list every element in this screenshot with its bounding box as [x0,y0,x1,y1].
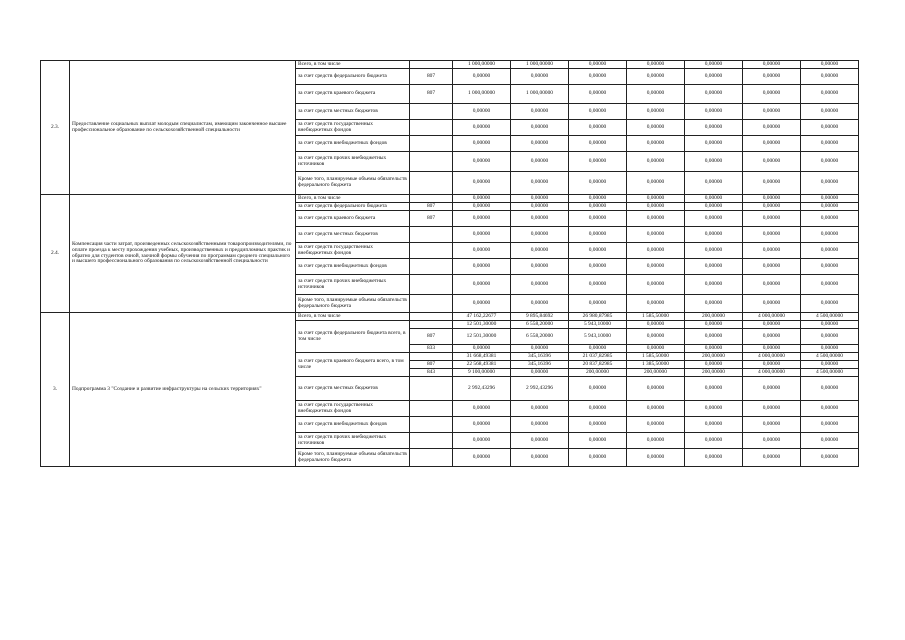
amount-cell: 12 501,30000 [453,321,511,329]
budget-code [410,104,453,120]
amount-cell: 0,00000 [685,104,743,120]
amount-cell: 0,00000 [453,211,511,227]
amount-cell: 1 000,00000 [453,85,511,104]
amount-cell: 0,00000 [685,85,743,104]
budget-code [410,353,453,361]
funding-source: Кроме того, планируемые объемы обязательств федерального бюджета [296,295,410,313]
amount-cell: 0,00000 [801,377,859,401]
amount-cell: 0,00000 [569,345,627,353]
amount-cell: 0,00000 [685,243,743,259]
amount-cell: 0,00000 [685,120,743,136]
amount-cell: 0,00000 [511,195,569,203]
funding-source: Всего, в том числе [296,61,410,69]
section-title: Предоставление социальных выплат молодым специалистам, имеющим законченное высшее профессиональное образование по сельскохозяйственной специальности [70,61,296,195]
amount-cell: 0,00000 [627,136,685,152]
amount-cell: 0,00000 [627,203,685,211]
amount-cell: 4 500,00000 [801,369,859,377]
budget-code [410,120,453,136]
amount-cell: 0,00000 [453,69,511,85]
amount-cell: 0,00000 [743,345,801,353]
amount-cell: 0,00000 [743,61,801,69]
amount-cell: 0,00000 [627,85,685,104]
amount-cell: 0,00000 [453,295,511,313]
budget-code [410,275,453,295]
amount-cell: 0,00000 [743,329,801,345]
budget-code [410,136,453,152]
amount-cell: 0,00000 [743,401,801,417]
amount-cell: 0,00000 [685,152,743,172]
funding-source: за счет средств внебюджетных фондов [296,417,410,433]
amount-cell: 0,00000 [569,227,627,243]
amount-cell: 200,00000 [685,369,743,377]
amount-cell: 0,00000 [743,321,801,329]
funding-source: Кроме того, планируемые объемы обязательств федерального бюджета [296,449,410,467]
amount-cell: 0,00000 [569,417,627,433]
funding-source: за счет средств прочих внебюджетных источников [296,275,410,295]
amount-cell: 0,00000 [627,321,685,329]
budget-code [410,313,453,321]
amount-cell: 0,00000 [801,203,859,211]
amount-cell: 0,00000 [801,227,859,243]
amount-cell: 0,00000 [685,61,743,69]
amount-cell: 1 585,50000 [627,313,685,321]
amount-cell: 0,00000 [627,195,685,203]
amount-cell: 0,00000 [511,136,569,152]
section-number: 2.3. [41,61,70,195]
amount-cell: 4 000,00000 [743,353,801,361]
amount-cell: 0,00000 [627,295,685,313]
amount-cell: 200,00000 [685,313,743,321]
amount-cell: 4 500,00000 [801,353,859,361]
amount-cell: 0,00000 [801,329,859,345]
budget-code [410,295,453,313]
amount-cell: 0,00000 [453,203,511,211]
amount-cell: 0,00000 [801,345,859,353]
budget-code [410,433,453,449]
amount-cell: 0,00000 [627,401,685,417]
amount-cell: 0,00000 [453,227,511,243]
amount-cell: 0,00000 [569,152,627,172]
amount-cell: 0,00000 [627,345,685,353]
section-number: 3. [41,313,70,467]
funding-source: за счет средств внебюджетных фондов [296,259,410,275]
amount-cell: 1 000,00000 [453,61,511,69]
amount-cell: 0,00000 [801,275,859,295]
amount-cell: 0,00000 [801,136,859,152]
funding-source: за счет средств местных бюджетов [296,377,410,401]
amount-cell: 0,00000 [569,61,627,69]
budget-code: 807 [410,361,453,369]
amount-cell: 0,00000 [801,152,859,172]
funding-source: за счет средств прочих внебюджетных источников [296,152,410,172]
amount-cell: 21 037,82985 [569,353,627,361]
amount-cell: 0,00000 [453,120,511,136]
amount-cell: 0,00000 [569,275,627,295]
amount-cell: 0,00000 [569,85,627,104]
amount-cell: 0,00000 [627,417,685,433]
amount-cell: 0,00000 [511,243,569,259]
amount-cell: 0,00000 [743,203,801,211]
amount-cell: 0,00000 [569,243,627,259]
amount-cell: 0,00000 [801,211,859,227]
amount-cell: 0,00000 [801,104,859,120]
amount-cell: 0,00000 [627,104,685,120]
amount-cell: 0,00000 [685,401,743,417]
amount-cell: 0,00000 [453,243,511,259]
amount-cell: 0,00000 [453,449,511,467]
amount-cell: 200,00000 [685,353,743,361]
amount-cell: 0,00000 [685,345,743,353]
amount-cell: 0,00000 [627,275,685,295]
amount-cell: 0,00000 [453,345,511,353]
amount-cell: 4 000,00000 [743,369,801,377]
amount-cell: 20 837,82985 [569,361,627,369]
amount-cell: 0,00000 [685,69,743,85]
amount-cell: 6 558,20000 [511,329,569,345]
amount-cell: 5 943,10000 [569,321,627,329]
amount-cell: 0,00000 [743,152,801,172]
amount-cell: 0,00000 [569,295,627,313]
budget-code: 833 [410,345,453,353]
budget-table-sheet [40,60,859,467]
section-number: 2.4. [41,195,70,313]
amount-cell: 0,00000 [453,259,511,275]
amount-cell: 0,00000 [453,433,511,449]
amount-cell: 0,00000 [627,211,685,227]
amount-cell: 0,00000 [569,104,627,120]
amount-cell: 0,00000 [801,449,859,467]
amount-cell: 0,00000 [801,401,859,417]
amount-cell: 0,00000 [801,85,859,104]
amount-cell: 0,00000 [743,243,801,259]
amount-cell: 0,00000 [801,433,859,449]
amount-cell: 0,00000 [627,329,685,345]
funding-source: за счет средств федерального бюджета всего, в том числе [296,321,410,353]
funding-source: за счет средств прочих внебюджетных источников [296,433,410,449]
amount-cell: 4 000,00000 [743,313,801,321]
funding-source: Всего, в том числе [296,195,410,203]
amount-cell: 1 000,00000 [511,85,569,104]
budget-table-body [41,61,859,467]
amount-cell: 1 000,00000 [511,61,569,69]
amount-cell: 0,00000 [801,195,859,203]
amount-cell: 0,00000 [743,85,801,104]
amount-cell: 0,00000 [743,172,801,195]
amount-cell: 0,00000 [685,195,743,203]
amount-cell: 0,00000 [801,361,859,369]
budget-code [410,152,453,172]
amount-cell: 0,00000 [743,259,801,275]
amount-cell: 0,00000 [453,152,511,172]
amount-cell: 0,00000 [511,369,569,377]
amount-cell: 345,16396 [511,353,569,361]
amount-cell: 0,00000 [569,449,627,467]
amount-cell: 2 992,43296 [511,377,569,401]
amount-cell: 0,00000 [685,321,743,329]
amount-cell: 0,00000 [801,259,859,275]
amount-cell: 0,00000 [685,227,743,243]
funding-source: за счет средств внебюджетных фондов [296,136,410,152]
amount-cell: 345,16396 [511,361,569,369]
amount-cell: 0,00000 [453,195,511,203]
amount-cell: 0,00000 [743,295,801,313]
amount-cell: 0,00000 [511,211,569,227]
amount-cell: 0,00000 [743,136,801,152]
amount-cell: 6 558,20000 [511,321,569,329]
amount-cell: 0,00000 [627,243,685,259]
amount-cell: 0,00000 [511,69,569,85]
amount-cell: 0,00000 [569,211,627,227]
budget-code [410,172,453,195]
amount-cell: 0,00000 [801,69,859,85]
amount-cell: 0,00000 [743,195,801,203]
amount-cell: 0,00000 [627,377,685,401]
amount-cell: 0,00000 [743,417,801,433]
amount-cell: 0,00000 [453,172,511,195]
amount-cell: 0,00000 [627,120,685,136]
budget-code [410,243,453,259]
amount-cell: 4 500,00000 [801,313,859,321]
amount-cell: 0,00000 [685,275,743,295]
amount-cell: 0,00000 [569,120,627,136]
budget-code [410,417,453,433]
amount-cell: 0,00000 [627,61,685,69]
amount-cell: 0,00000 [569,259,627,275]
amount-cell: 0,00000 [627,433,685,449]
budget-code: 807 [410,329,453,345]
amount-cell: 0,00000 [511,345,569,353]
amount-cell: 0,00000 [511,401,569,417]
funding-source: Всего, в том числе [296,313,410,321]
budget-code [410,259,453,275]
amount-cell: 1 585,50000 [627,353,685,361]
amount-cell: 0,00000 [743,449,801,467]
amount-cell: 0,00000 [453,104,511,120]
amount-cell: 0,00000 [685,433,743,449]
amount-cell: 0,00000 [685,417,743,433]
amount-cell: 0,00000 [569,136,627,152]
amount-cell: 0,00000 [627,227,685,243]
amount-cell: 0,00000 [685,361,743,369]
amount-cell: 0,00000 [453,136,511,152]
amount-cell: 0,00000 [569,203,627,211]
amount-cell: 0,00000 [685,203,743,211]
amount-cell: 0,00000 [569,195,627,203]
amount-cell: 0,00000 [685,295,743,313]
amount-cell: 0,00000 [511,152,569,172]
amount-cell: 0,00000 [627,69,685,85]
amount-cell: 0,00000 [685,449,743,467]
amount-cell: 0,00000 [511,227,569,243]
amount-cell: 0,00000 [801,120,859,136]
amount-cell: 0,00000 [453,275,511,295]
budget-code: 843 [410,369,453,377]
amount-cell: 0,00000 [685,377,743,401]
amount-cell: 0,00000 [743,275,801,295]
funding-source: за счет средств государственных внебюджетных фондов [296,243,410,259]
budget-code: 807 [410,69,453,85]
amount-cell: 0,00000 [511,275,569,295]
amount-cell: 0,00000 [627,449,685,467]
amount-cell: 0,00000 [801,243,859,259]
budget-code [410,377,453,401]
amount-cell: 0,00000 [801,295,859,313]
amount-cell: 0,00000 [511,203,569,211]
table-row [41,195,859,203]
amount-cell: 0,00000 [685,259,743,275]
section-title: Подпрограмма 3 "Создание и развитие инфраструктуры на сельских территориях" [70,313,296,467]
budget-code [410,195,453,203]
funding-source: за счет средств государственных внебюджетных фондов [296,120,410,136]
amount-cell: 0,00000 [743,227,801,243]
amount-cell: 0,00000 [627,172,685,195]
amount-cell: 12 501,30000 [453,329,511,345]
amount-cell: 0,00000 [685,329,743,345]
budget-code [410,227,453,243]
amount-cell: 0,00000 [511,172,569,195]
funding-source: за счет средств государственных внебюджетных фондов [296,401,410,417]
amount-cell: 0,00000 [511,259,569,275]
amount-cell: 0,00000 [801,61,859,69]
amount-cell: 47 162,22677 [453,313,511,321]
amount-cell: 0,00000 [569,433,627,449]
amount-cell: 0,00000 [743,69,801,85]
amount-cell: 0,00000 [453,401,511,417]
amount-cell: 0,00000 [569,401,627,417]
amount-cell: 9 100,00000 [453,369,511,377]
amount-cell: 0,00000 [569,377,627,401]
budget-code [410,449,453,467]
budget-code [410,61,453,69]
funding-source: за счет средств федерального бюджета [296,203,410,211]
amount-cell: 0,00000 [511,417,569,433]
funding-source: за счет средств краевого бюджета [296,211,410,227]
amount-cell: 5 943,10000 [569,329,627,345]
amount-cell: 0,00000 [743,377,801,401]
funding-source: за счет средств местных бюджетов [296,104,410,120]
amount-cell: 0,00000 [685,172,743,195]
funding-source: за счет средств федерального бюджета [296,69,410,85]
amount-cell: 0,00000 [743,120,801,136]
amount-cell: 2 992,43296 [453,377,511,401]
funding-source: за счет средств краевого бюджета всего, в том числе [296,353,410,377]
amount-cell: 0,00000 [511,433,569,449]
funding-source: за счет средств краевого бюджета [296,85,410,104]
budget-code [410,321,453,329]
amount-cell: 0,00000 [627,259,685,275]
budget-code: 807 [410,203,453,211]
amount-cell: 0,00000 [569,69,627,85]
amount-cell: 0,00000 [801,321,859,329]
amount-cell: 200,00000 [627,369,685,377]
funding-source: за счет средств местных бюджетов [296,227,410,243]
amount-cell: 0,00000 [743,361,801,369]
amount-cell: 0,00000 [801,417,859,433]
amount-cell: 26 980,87985 [569,313,627,321]
amount-cell: 22 568,49381 [453,361,511,369]
amount-cell: 200,00000 [569,369,627,377]
amount-cell: 0,00000 [627,152,685,172]
funding-source: Кроме того, планируемые объемы обязательств федерального бюджета [296,172,410,195]
section-title: Компенсация части затрат, произведенных сельскохозяйственными товаропроизводителями, по оплате проезда к месту прохождения учебных, производственных и преддипломных практик и обратно для студентов очной, заочной формы обучения по программам среднего специального и высшего профессионального образования по сельскохозяйственной специальности [70,195,296,313]
amount-cell: 0,00000 [801,172,859,195]
amount-cell: 0,00000 [511,120,569,136]
amount-cell: 0,00000 [743,104,801,120]
amount-cell: 0,00000 [743,433,801,449]
amount-cell: 0,00000 [569,172,627,195]
amount-cell: 31 668,49381 [453,353,511,361]
amount-cell: 9 895,84692 [511,313,569,321]
amount-cell: 0,00000 [685,211,743,227]
table-row [41,313,859,321]
budget-code: 807 [410,85,453,104]
amount-cell: 0,00000 [511,449,569,467]
amount-cell: 0,00000 [453,417,511,433]
amount-cell: 0,00000 [511,295,569,313]
amount-cell: 0,00000 [685,136,743,152]
amount-cell: 0,00000 [743,211,801,227]
budget-code [410,401,453,417]
budget-table [40,60,859,467]
budget-code: 807 [410,211,453,227]
amount-cell: 0,00000 [511,104,569,120]
amount-cell: 1 385,50000 [627,361,685,369]
table-row [41,61,859,69]
